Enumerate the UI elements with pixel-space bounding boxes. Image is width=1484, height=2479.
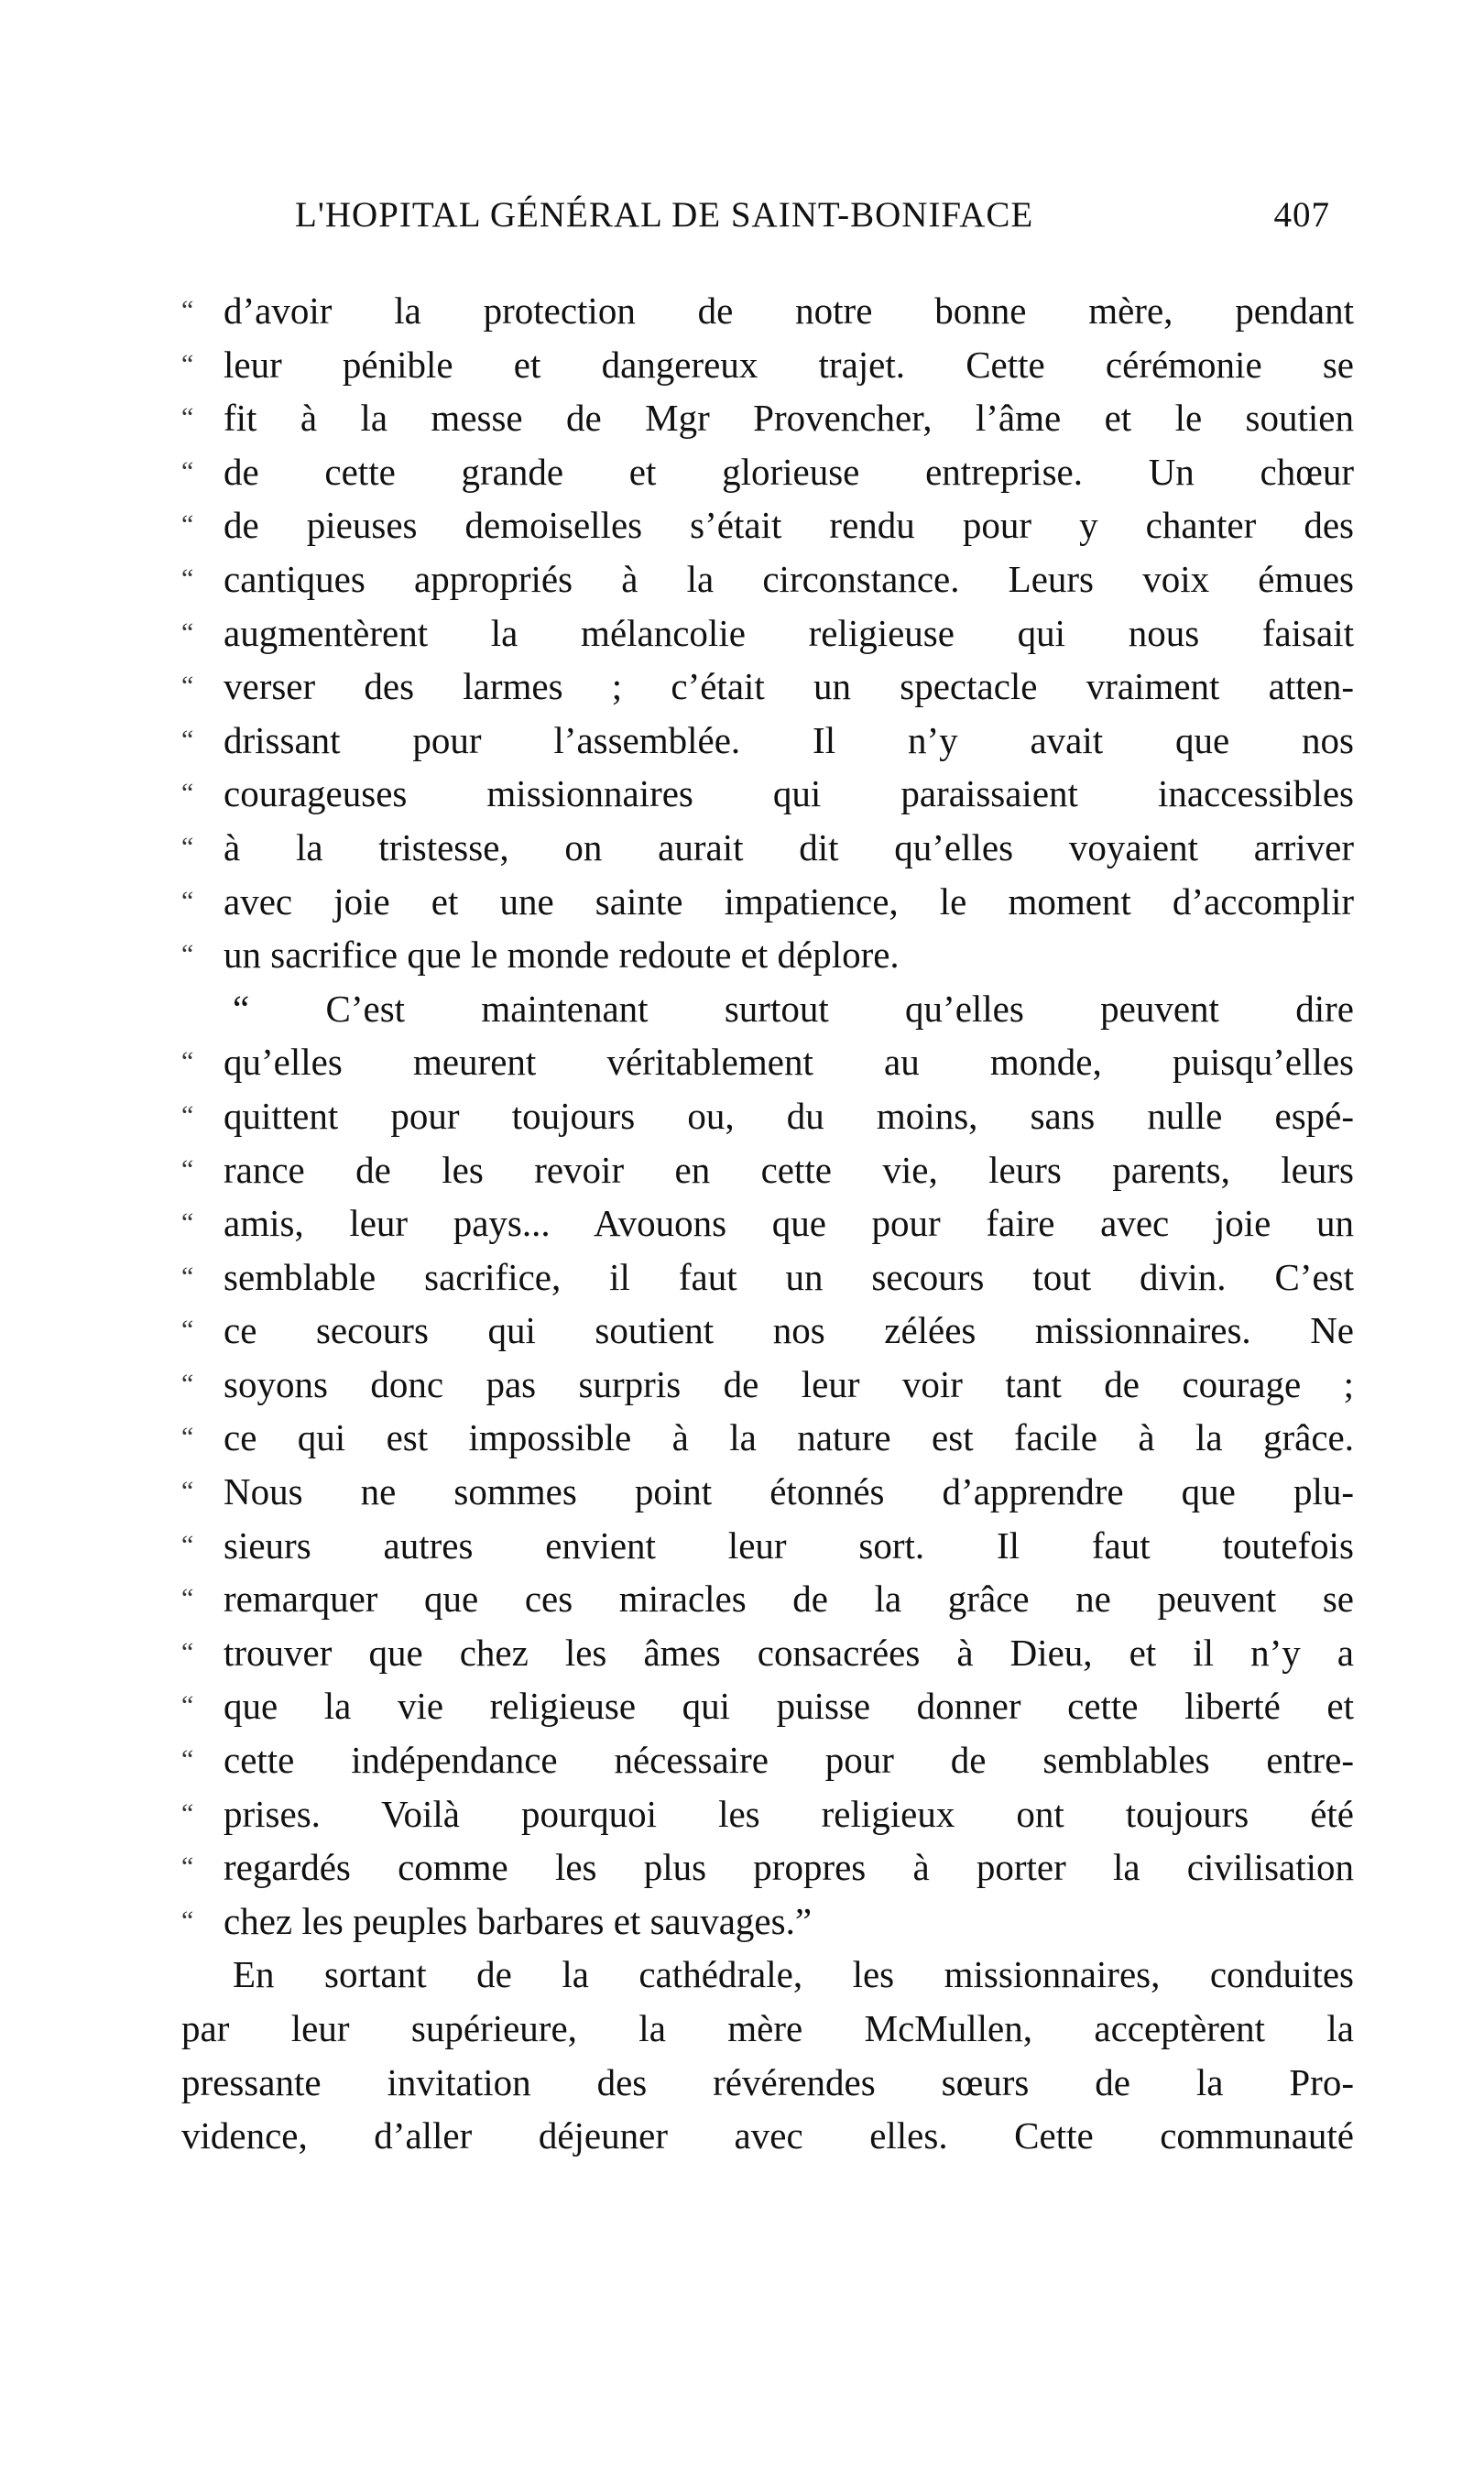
text-line	[181, 1465, 1354, 1519]
text-line	[181, 714, 1354, 768]
quote-mark: “	[181, 1099, 194, 1130]
text-line	[181, 1787, 1354, 1841]
line-text: remarquer que ces miracles de la grâce ne peuvent se	[224, 1578, 1354, 1621]
line-text: soyons donc pas surpris de leur voir tant de courage ;	[224, 1362, 1354, 1405]
text-line	[181, 445, 1354, 499]
quote-mark: “	[181, 1583, 194, 1614]
line-text: qu’elles meurent véritablement au monde, puisqu’elles	[224, 1041, 1354, 1084]
line-text: rance de les revoir en cette vie, leurs parents, leurs	[224, 1148, 1354, 1191]
text-line	[181, 1250, 1354, 1305]
text-line	[181, 1840, 1354, 1895]
line-text: que la vie religieuse qui puisse donner cette liberté et	[224, 1685, 1354, 1728]
text-line	[181, 1035, 1354, 1089]
quote-mark: “	[181, 1690, 194, 1721]
quote-mark: “	[181, 1851, 194, 1883]
quote-mark: “	[181, 724, 194, 755]
line-text: En sortant de la cathédrale, les missionnaires, conduites	[233, 1953, 1354, 1996]
body-text	[181, 284, 1354, 2163]
text-line	[181, 1304, 1354, 1358]
text-line	[181, 391, 1354, 445]
text-line	[181, 1196, 1354, 1250]
line-text: chez les peuples barbares et sauvages.”	[224, 1899, 813, 1942]
quote-mark: “	[181, 1153, 194, 1185]
quote-mark: “	[181, 1529, 194, 1560]
text-line	[181, 2056, 1354, 2110]
quote-mark: “	[181, 671, 194, 702]
text-line	[181, 2109, 1354, 2163]
quote-mark: “	[181, 562, 194, 594]
line-text: drissant pour l’assemblée. Il n’y avait que nos	[224, 718, 1354, 761]
line-text: Nous ne sommes point étonnés d’apprendre que plu-	[224, 1470, 1354, 1513]
quote-mark: “	[181, 1261, 194, 1292]
quote-mark: “	[181, 348, 194, 379]
line-text: pressante invitation des révérendes sœurs de la Pro-	[181, 2060, 1354, 2103]
text-line	[181, 1411, 1354, 1465]
text-line	[181, 660, 1354, 714]
text-line	[181, 606, 1354, 661]
text-line	[181, 498, 1354, 552]
text-line	[181, 767, 1354, 821]
line-text: prises. Voilà pourquoi les religieux ont toujours été	[224, 1792, 1354, 1835]
line-text: de cette grande et glorieuse entreprise. Un chœur	[224, 450, 1354, 493]
text-line	[181, 1143, 1354, 1197]
quote-mark: “	[181, 455, 194, 486]
quote-mark: “	[181, 831, 194, 862]
text-line	[181, 1089, 1354, 1143]
quote-mark: “	[181, 1207, 194, 1239]
quote-mark: “	[181, 1905, 194, 1936]
text-line	[181, 1733, 1354, 1787]
text-line	[181, 1358, 1354, 1412]
line-text: amis, leur pays... Avouons que pour faire avec joie un	[224, 1202, 1354, 1245]
line-text: vidence, d’aller déjeuner avec elles. Cette communauté	[181, 2114, 1354, 2157]
line-text: par leur supérieure, la mère McMullen, acceptèrent la	[181, 2007, 1354, 2049]
text-line	[181, 2002, 1354, 2056]
quote-mark: “	[181, 1636, 194, 1667]
text-line	[181, 1895, 1354, 1949]
text-line	[181, 1626, 1354, 1680]
running-title: L'HOPITAL GÉNÉRAL DE SAINT-BONIFACE	[295, 195, 1034, 235]
line-text: augmentèrent la mélancolie religieuse qui nous faisait	[224, 611, 1354, 654]
quote-mark: “	[181, 1797, 194, 1829]
line-text: cette indépendance nécessaire pour de semblables entre-	[224, 1739, 1354, 1782]
paragraph-start-line	[181, 982, 1354, 1036]
text-line	[181, 1572, 1354, 1626]
text-line	[181, 284, 1354, 338]
line-text: verser des larmes ; c’était un spectacle vraiment atten-	[224, 665, 1354, 708]
page-number: 407	[1273, 195, 1330, 235]
quote-mark: “	[181, 295, 194, 325]
paragraph-start-line	[181, 1948, 1354, 2002]
text-line	[181, 338, 1354, 392]
line-text: fit à la messe de Mgr Provencher, l’âme et le soutien	[224, 397, 1354, 440]
text-line	[181, 552, 1354, 606]
line-text: courageuses missionnaires qui paraissaient inaccessibles	[224, 772, 1354, 815]
running-head	[295, 194, 1330, 246]
line-text: un sacrifice que le monde redoute et déplore.	[224, 934, 900, 977]
line-text: semblable sacrifice, il faut un secours tout divin. C’est	[224, 1255, 1354, 1298]
text-line	[181, 1679, 1354, 1733]
quote-mark: “	[181, 939, 194, 970]
line-text: quittent pour toujours ou, du moins, sans nulle espé-	[224, 1094, 1354, 1137]
line-text: “ C’est maintenant surtout qu’elles peuvent dire	[233, 987, 1354, 1030]
quote-mark: “	[181, 885, 194, 916]
quote-mark: “	[181, 1476, 194, 1507]
line-text: leur pénible et dangereux trajet. Cette cérémonie se	[224, 343, 1354, 386]
line-text: avec joie et une sainte impatience, le moment d’accomplir	[224, 879, 1354, 923]
quote-mark: “	[181, 778, 194, 809]
text-line	[181, 821, 1354, 875]
line-text: trouver que chez les âmes consacrées à Dieu, et il n’y a	[224, 1631, 1354, 1674]
line-text: cantiques appropriés à la circonstance. Leurs voix émues	[224, 557, 1354, 600]
line-text: de pieuses demoiselles s’était rendu pour y chanter des	[224, 504, 1354, 547]
quote-mark: “	[181, 1368, 194, 1399]
quote-mark: “	[181, 509, 194, 541]
line-text: ce secours qui soutient nos zélées missionnaires. Ne	[224, 1309, 1354, 1352]
quote-mark: “	[181, 1744, 194, 1775]
line-text: sieurs autres envient leur sort. Il faut toutefois	[224, 1523, 1354, 1567]
text-line	[181, 875, 1354, 929]
text-line	[181, 1519, 1354, 1573]
line-text: à la tristesse, on aurait dit qu’elles voyaient arriver	[224, 825, 1354, 868]
quote-mark: “	[181, 1315, 194, 1346]
quote-mark: “	[181, 402, 194, 433]
line-text: ce qui est impossible à la nature est facile à la grâce.	[224, 1416, 1354, 1459]
quote-mark: “	[181, 1422, 194, 1453]
quote-mark: “	[181, 617, 194, 648]
line-text: d’avoir la protection de notre bonne mère, pendant	[224, 289, 1354, 332]
quote-mark: “	[181, 1046, 194, 1077]
line-text: regardés comme les plus propres à porter la civilisation	[224, 1846, 1354, 1889]
text-line	[181, 928, 1354, 982]
